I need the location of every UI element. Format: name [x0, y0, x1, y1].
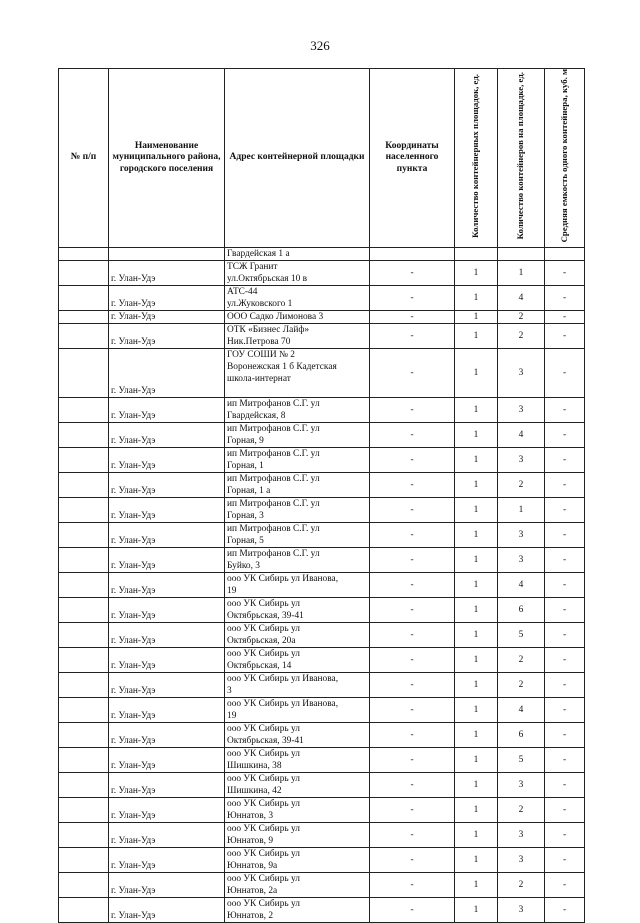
cell-address: ип Митрофанов С.Г. ул Буйко, 3	[225, 547, 370, 572]
header-sites-count-text: Количество контейнерных площадок, ед.	[470, 73, 481, 238]
cell-containers: 3	[498, 348, 545, 397]
cell-sites: 1	[455, 822, 498, 847]
table-row	[59, 847, 585, 872]
cell-containers: 2	[498, 797, 545, 822]
cell-coordinates: -	[370, 647, 455, 672]
header-num: № п/п	[59, 69, 109, 248]
header-address: Адрес контейнерной площадки	[225, 69, 370, 248]
cell-volume: -	[545, 747, 585, 772]
cell-containers: 4	[498, 422, 545, 447]
cell-sites: 1	[455, 672, 498, 697]
cell-containers: 2	[498, 872, 545, 897]
cell-containers: 6	[498, 722, 545, 747]
cell-municipality: г. Улан-Удэ	[109, 472, 225, 497]
cell-containers: 3	[498, 847, 545, 872]
cell-coordinates: -	[370, 285, 455, 310]
cell-address: ооо УК Сибирь ул Октябрьская, 39-41	[225, 597, 370, 622]
table-row	[59, 822, 585, 847]
cell-address: ооо УК Сибирь ул Иванова, 19	[225, 572, 370, 597]
cell-coordinates: -	[370, 822, 455, 847]
cell-sites: 1	[455, 348, 498, 397]
cell-coordinates: -	[370, 897, 455, 922]
table-row	[59, 672, 585, 697]
cell-municipality: г. Улан-Удэ	[109, 772, 225, 797]
cell-sites: 1	[455, 747, 498, 772]
cell-municipality: г. Улан-Удэ	[109, 847, 225, 872]
cell-num	[59, 323, 109, 348]
cell-municipality: г. Улан-Удэ	[109, 348, 225, 397]
table-row	[59, 285, 585, 310]
cell-volume: -	[545, 897, 585, 922]
cell-address: ооо УК Сибирь ул Октябрьская, 20а	[225, 622, 370, 647]
cell-sites: 1	[455, 697, 498, 722]
cell-sites: 1	[455, 522, 498, 547]
cell-containers: 2	[498, 647, 545, 672]
cell-volume: -	[545, 285, 585, 310]
cell-address: ООО Садко Лимонова 3	[225, 310, 370, 323]
cell-sites: 1	[455, 772, 498, 797]
cell-num	[59, 348, 109, 397]
cell-coordinates: -	[370, 310, 455, 323]
cell-sites: 1	[455, 285, 498, 310]
cell-containers: 4	[498, 285, 545, 310]
cell-sites: 1	[455, 597, 498, 622]
cell-municipality: г. Улан-Удэ	[109, 497, 225, 522]
cell-containers: 2	[498, 323, 545, 348]
cell-num	[59, 472, 109, 497]
cell-num	[59, 422, 109, 447]
cell-coordinates: -	[370, 572, 455, 597]
cell-municipality: г. Улан-Удэ	[109, 797, 225, 822]
cell-coordinates: -	[370, 672, 455, 697]
cell-containers	[498, 247, 545, 260]
cell-volume: -	[545, 472, 585, 497]
cell-municipality: г. Улан-Удэ	[109, 672, 225, 697]
cell-volume: -	[545, 772, 585, 797]
cell-address: ооо УК Сибирь ул Юннатов, 2	[225, 897, 370, 922]
cell-containers: 3	[498, 397, 545, 422]
table-row	[59, 697, 585, 722]
cell-num	[59, 397, 109, 422]
cell-containers: 5	[498, 622, 545, 647]
cell-containers: 4	[498, 697, 545, 722]
header-container-volume-text: Средняя емкость одного контейнера, куб. м	[558, 69, 569, 243]
cell-municipality	[109, 247, 225, 260]
cell-sites: 1	[455, 897, 498, 922]
cell-volume: -	[545, 497, 585, 522]
cell-containers: 3	[498, 547, 545, 572]
cell-municipality: г. Улан-Удэ	[109, 285, 225, 310]
cell-municipality: г. Улан-Удэ	[109, 260, 225, 285]
table-row	[59, 260, 585, 285]
cell-address: ооо УК Сибирь ул Иванова, 3	[225, 672, 370, 697]
table-row	[59, 772, 585, 797]
cell-sites: 1	[455, 647, 498, 672]
cell-address: ОТК «Бизнес Лайф» Ник.Петрова 70	[225, 323, 370, 348]
cell-municipality: г. Улан-Удэ	[109, 647, 225, 672]
cell-address: ооо УК Сибирь ул Юннатов, 2а	[225, 872, 370, 897]
cell-address: Гвардейская 1 а	[225, 247, 370, 260]
table-row	[59, 522, 585, 547]
cell-coordinates: -	[370, 772, 455, 797]
cell-coordinates: -	[370, 872, 455, 897]
table-row	[59, 797, 585, 822]
cell-volume: -	[545, 697, 585, 722]
cell-address: ооо УК Сибирь ул Октябрьская, 39-41	[225, 722, 370, 747]
table-row	[59, 497, 585, 522]
cell-num	[59, 447, 109, 472]
page-number: 326	[310, 38, 330, 53]
cell-volume: -	[545, 422, 585, 447]
cell-volume: -	[545, 323, 585, 348]
container-sites-table	[58, 68, 585, 923]
cell-sites	[455, 247, 498, 260]
header-containers-count-text: Количество контейнеров на площадке, ед.	[515, 72, 526, 240]
header-sites-count	[455, 69, 498, 248]
cell-sites: 1	[455, 447, 498, 472]
table-row	[59, 422, 585, 447]
cell-address: ооо УК Сибирь ул Юннатов, 9	[225, 822, 370, 847]
table-row	[59, 447, 585, 472]
cell-volume: -	[545, 310, 585, 323]
cell-sites: 1	[455, 722, 498, 747]
cell-num	[59, 522, 109, 547]
cell-num	[59, 672, 109, 697]
cell-num	[59, 260, 109, 285]
cell-coordinates: -	[370, 472, 455, 497]
cell-coordinates: -	[370, 747, 455, 772]
cell-num	[59, 847, 109, 872]
cell-volume: -	[545, 647, 585, 672]
table-row	[59, 647, 585, 672]
header-container-volume	[545, 69, 585, 248]
cell-municipality: г. Улан-Удэ	[109, 572, 225, 597]
cell-address: ип Митрофанов С.Г. ул Горная, 1 а	[225, 472, 370, 497]
cell-address: ип Митрофанов С.Г. ул Горная, 1	[225, 447, 370, 472]
cell-address: ГОУ СОШИ № 2 Воронежская 1 б Кадетская школа-интернат	[225, 348, 370, 397]
cell-municipality: г. Улан-Удэ	[109, 747, 225, 772]
header-containers-count	[498, 69, 545, 248]
table-row	[59, 472, 585, 497]
cell-address: ооо УК Сибирь ул Юннатов, 9а	[225, 847, 370, 872]
cell-coordinates: -	[370, 497, 455, 522]
table-row-continuation	[59, 247, 585, 260]
cell-volume: -	[545, 597, 585, 622]
cell-address: ип Митрофанов С.Г. ул Горная, 9	[225, 422, 370, 447]
cell-sites: 1	[455, 797, 498, 822]
table-body	[59, 247, 585, 922]
cell-containers: 5	[498, 747, 545, 772]
cell-volume: -	[545, 447, 585, 472]
cell-municipality: г. Улан-Удэ	[109, 323, 225, 348]
cell-sites: 1	[455, 310, 498, 323]
cell-coordinates: -	[370, 547, 455, 572]
cell-sites: 1	[455, 260, 498, 285]
cell-volume: -	[545, 260, 585, 285]
cell-address: ооо УК Сибирь ул Октябрьская, 14	[225, 647, 370, 672]
table-row	[59, 897, 585, 922]
cell-sites: 1	[455, 472, 498, 497]
cell-municipality: г. Улан-Удэ	[109, 822, 225, 847]
cell-containers: 3	[498, 822, 545, 847]
cell-volume: -	[545, 547, 585, 572]
table-row	[59, 397, 585, 422]
cell-num	[59, 310, 109, 323]
cell-address: ооо УК Сибирь ул Иванова, 19	[225, 697, 370, 722]
table-row	[59, 348, 585, 397]
cell-municipality: г. Улан-Удэ	[109, 697, 225, 722]
cell-sites: 1	[455, 572, 498, 597]
table-row	[59, 747, 585, 772]
cell-volume: -	[545, 348, 585, 397]
cell-num	[59, 697, 109, 722]
cell-volume: -	[545, 847, 585, 872]
cell-sites: 1	[455, 622, 498, 647]
cell-volume: -	[545, 397, 585, 422]
table-row	[59, 722, 585, 747]
cell-volume	[545, 247, 585, 260]
cell-coordinates: -	[370, 260, 455, 285]
cell-address: ип Митрофанов С.Г. ул Горная, 5	[225, 522, 370, 547]
cell-volume: -	[545, 872, 585, 897]
cell-municipality: г. Улан-Удэ	[109, 722, 225, 747]
cell-volume: -	[545, 822, 585, 847]
table-row	[59, 323, 585, 348]
cell-volume: -	[545, 672, 585, 697]
cell-coordinates: -	[370, 697, 455, 722]
cell-sites: 1	[455, 497, 498, 522]
cell-num	[59, 897, 109, 922]
cell-address: ТСЖ Гранит ул.Октябрьская 10 в	[225, 260, 370, 285]
table-row	[59, 310, 585, 323]
cell-municipality: г. Улан-Удэ	[109, 447, 225, 472]
cell-containers: 2	[498, 310, 545, 323]
cell-num	[59, 547, 109, 572]
cell-sites: 1	[455, 397, 498, 422]
cell-sites: 1	[455, 323, 498, 348]
cell-num	[59, 772, 109, 797]
cell-coordinates: -	[370, 522, 455, 547]
header-coordinates: Координаты населенного пункта	[370, 69, 455, 248]
cell-sites: 1	[455, 422, 498, 447]
cell-volume: -	[545, 722, 585, 747]
cell-num	[59, 797, 109, 822]
cell-num	[59, 722, 109, 747]
cell-coordinates: -	[370, 597, 455, 622]
cell-num	[59, 597, 109, 622]
cell-num	[59, 572, 109, 597]
cell-coordinates: -	[370, 447, 455, 472]
cell-coordinates: -	[370, 797, 455, 822]
cell-num	[59, 822, 109, 847]
cell-municipality: г. Улан-Удэ	[109, 897, 225, 922]
cell-num	[59, 285, 109, 310]
cell-num	[59, 747, 109, 772]
cell-municipality: г. Улан-Удэ	[109, 397, 225, 422]
cell-containers: 1	[498, 497, 545, 522]
header-municipality: Наименование муниципального района, городского поселения	[109, 69, 225, 248]
cell-containers: 3	[498, 772, 545, 797]
cell-coordinates: -	[370, 323, 455, 348]
cell-coordinates: -	[370, 348, 455, 397]
cell-coordinates: -	[370, 847, 455, 872]
cell-sites: 1	[455, 847, 498, 872]
cell-municipality: г. Улан-Удэ	[109, 622, 225, 647]
cell-address: ооо УК Сибирь ул Шишкина, 38	[225, 747, 370, 772]
table-row	[59, 597, 585, 622]
cell-address: ооо УК Сибирь ул Юннатов, 3	[225, 797, 370, 822]
cell-containers: 3	[498, 897, 545, 922]
cell-address: ооо УК Сибирь ул Шишкина, 42	[225, 772, 370, 797]
cell-containers: 2	[498, 472, 545, 497]
cell-municipality: г. Улан-Удэ	[109, 597, 225, 622]
cell-municipality: г. Улан-Удэ	[109, 422, 225, 447]
cell-coordinates: -	[370, 422, 455, 447]
cell-sites: 1	[455, 872, 498, 897]
cell-containers: 1	[498, 260, 545, 285]
cell-municipality: г. Улан-Удэ	[109, 310, 225, 323]
table-header-row	[59, 69, 585, 248]
table-row	[59, 622, 585, 647]
table-row	[59, 572, 585, 597]
cell-coordinates: -	[370, 722, 455, 747]
cell-containers: 2	[498, 672, 545, 697]
table-row	[59, 547, 585, 572]
cell-num	[59, 872, 109, 897]
cell-containers: 3	[498, 447, 545, 472]
cell-num	[59, 247, 109, 260]
cell-containers: 3	[498, 522, 545, 547]
cell-coordinates	[370, 247, 455, 260]
cell-containers: 6	[498, 597, 545, 622]
cell-volume: -	[545, 522, 585, 547]
cell-volume: -	[545, 572, 585, 597]
cell-num	[59, 497, 109, 522]
cell-num	[59, 647, 109, 672]
cell-municipality: г. Улан-Удэ	[109, 872, 225, 897]
table-row	[59, 872, 585, 897]
cell-volume: -	[545, 622, 585, 647]
cell-containers: 4	[498, 572, 545, 597]
cell-coordinates: -	[370, 622, 455, 647]
cell-address: АТС-44 ул.Жуковского 1	[225, 285, 370, 310]
cell-coordinates: -	[370, 397, 455, 422]
cell-address: ип Митрофанов С.Г. ул Горная, 3	[225, 497, 370, 522]
cell-sites: 1	[455, 547, 498, 572]
cell-address: ип Митрофанов С.Г. ул Гвардейская, 8	[225, 397, 370, 422]
cell-municipality: г. Улан-Удэ	[109, 522, 225, 547]
cell-volume: -	[545, 797, 585, 822]
cell-municipality: г. Улан-Удэ	[109, 547, 225, 572]
cell-num	[59, 622, 109, 647]
